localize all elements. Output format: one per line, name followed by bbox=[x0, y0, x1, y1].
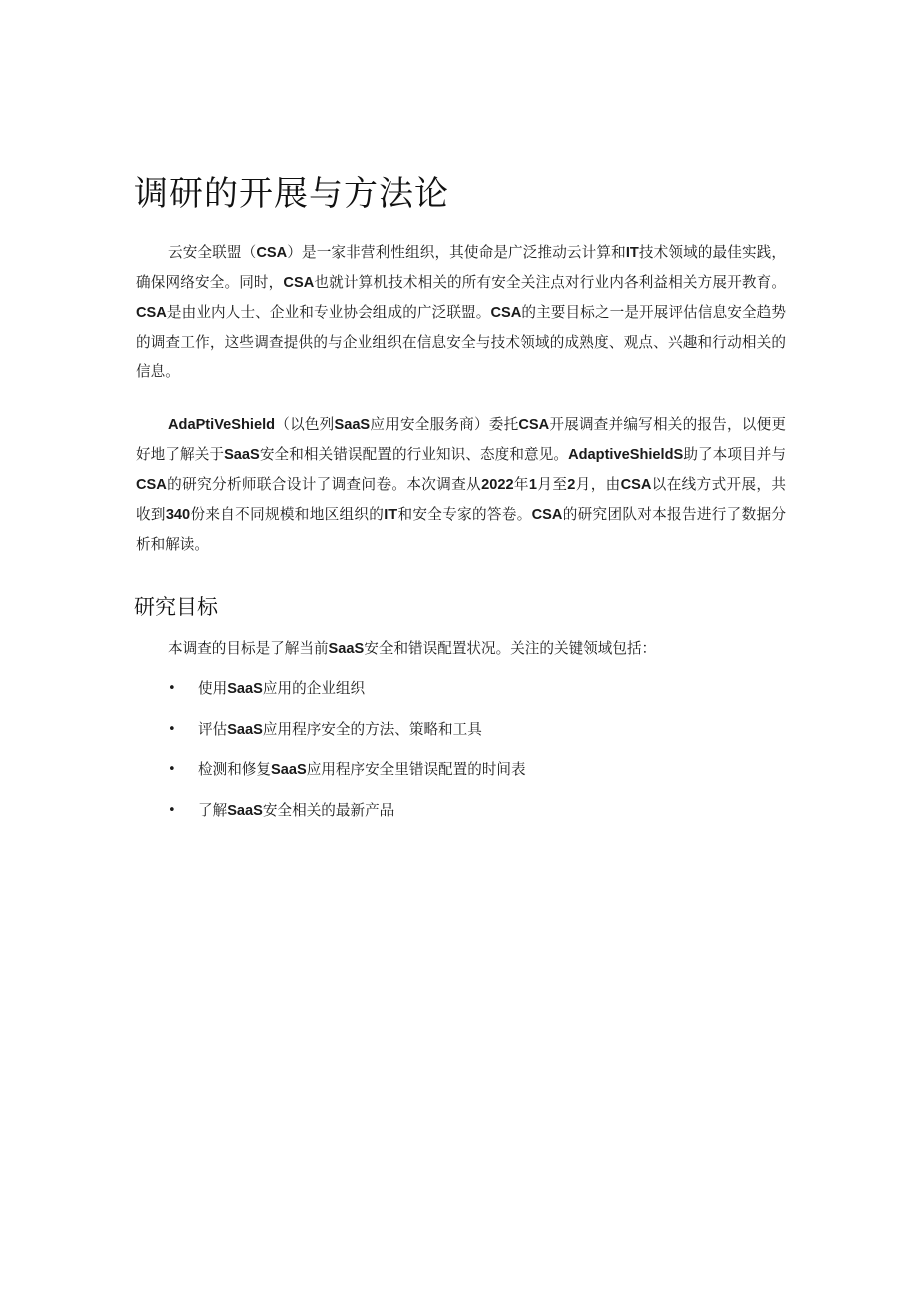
bold-term: CSA bbox=[136, 305, 167, 321]
text-run: 了解 bbox=[198, 801, 228, 819]
list-item-text bbox=[198, 798, 394, 824]
bold-term: CSA bbox=[283, 275, 315, 291]
text-run: 评估 bbox=[198, 720, 228, 738]
section-title-research-goals: 研究目标 bbox=[134, 595, 218, 619]
text-run: 的研究分析师联合设计了调查问卷。本次调查从 bbox=[166, 476, 482, 493]
text-run: 份来自不同规模和地区组织的 bbox=[190, 506, 385, 523]
text-run: （以色列 bbox=[275, 416, 335, 433]
paragraph-csa-intro bbox=[136, 238, 786, 386]
bold-term: CSA bbox=[531, 507, 563, 523]
bold-term: 2022 bbox=[481, 477, 514, 493]
text-run: 技术领域的最佳实践，确保网络安全。同时， bbox=[136, 244, 786, 291]
bold-term: 1 bbox=[528, 477, 538, 493]
bold-term: SaaS bbox=[227, 721, 263, 738]
text-run: 检测和修复 bbox=[198, 761, 271, 778]
bold-term: CSA bbox=[620, 477, 652, 493]
text-run: 月，由 bbox=[575, 476, 621, 493]
bold-term: CSA bbox=[136, 477, 167, 493]
list-item-text bbox=[198, 717, 482, 743]
text-run: ）是一家非营利性组织，其使命是广泛推动云计算和 bbox=[287, 244, 626, 261]
bold-term: CSA bbox=[490, 305, 522, 321]
text-run: 助了本项目并与 bbox=[683, 446, 786, 463]
text-run: 以在线方式开展，共收到 bbox=[136, 476, 786, 523]
goals-intro bbox=[168, 636, 656, 662]
bold-term: 2 bbox=[567, 477, 576, 493]
page-title: 调研的开展与方法论 bbox=[134, 174, 449, 214]
bold-term: SaaS bbox=[328, 641, 365, 657]
bullet-icon: • bbox=[168, 681, 176, 696]
text-run: 的研究团队对本报告进行了数据分析和解读。 bbox=[136, 506, 786, 553]
text-run: 的主要目标之一是开展评估信息安全趋势的调查工作，这些调查提供的与企业组织在信息安全与技术领域的成熟度、观点、兴趣和行动相关的信息。 bbox=[136, 304, 786, 380]
bold-term: SaaS bbox=[227, 802, 263, 819]
bullet-icon: • bbox=[168, 762, 176, 777]
bold-term: CSA bbox=[256, 245, 288, 261]
bold-term: SaaS bbox=[334, 417, 371, 433]
bold-term: AdaPtiVeShield bbox=[168, 417, 276, 433]
text-run: 本调查的目标是了解当前 bbox=[168, 640, 329, 657]
text-run: 应用安全服务商）委托 bbox=[370, 416, 519, 433]
text-run: 开展调查并编写相关的报告，以便更好地了解关于 bbox=[136, 416, 786, 463]
text-run: 安全和错误配置状况。关注的关键领域包括： bbox=[364, 640, 657, 657]
bold-term: SaaS bbox=[224, 447, 260, 463]
list-item-text bbox=[198, 757, 526, 783]
text-run: 也就计算机技术相关的所有安全关注点对行业内各利益相关方展开教育。 bbox=[314, 274, 786, 291]
bullet-icon: • bbox=[168, 721, 176, 737]
bold-term: CSA bbox=[518, 417, 550, 433]
text-run: 和安全专家的答卷。 bbox=[397, 506, 532, 523]
text-run: 应用的企业组织 bbox=[262, 680, 366, 697]
text-run: 安全和相关错误配置的行业知识、态度和意见。 bbox=[259, 446, 569, 463]
text-run: 安全相关的最新产品 bbox=[262, 801, 395, 819]
paragraph-survey-background bbox=[136, 410, 786, 559]
text-run: 应用程序安全里错误配置的时间表 bbox=[306, 761, 526, 778]
bold-term: SaaS bbox=[227, 681, 263, 697]
text-run: 应用程序安全的方法、策略和工具 bbox=[262, 720, 482, 738]
text-run: 年 bbox=[513, 476, 529, 493]
text-run: 云安全联盟（ bbox=[168, 244, 257, 261]
bold-term: AdaptiveShieldS bbox=[568, 447, 684, 463]
text-run: 是由业内人士、企业和专业协会组成的广泛联盟。 bbox=[166, 304, 491, 321]
text-run: 使用 bbox=[198, 680, 228, 697]
bullet-icon: • bbox=[168, 802, 176, 818]
list-item-text bbox=[198, 676, 365, 702]
bold-term: IT bbox=[384, 507, 398, 523]
text-run: 月至 bbox=[537, 476, 568, 493]
bold-term: IT bbox=[625, 245, 639, 261]
bold-term: 340 bbox=[165, 507, 191, 523]
bold-term: SaaS bbox=[270, 762, 307, 778]
